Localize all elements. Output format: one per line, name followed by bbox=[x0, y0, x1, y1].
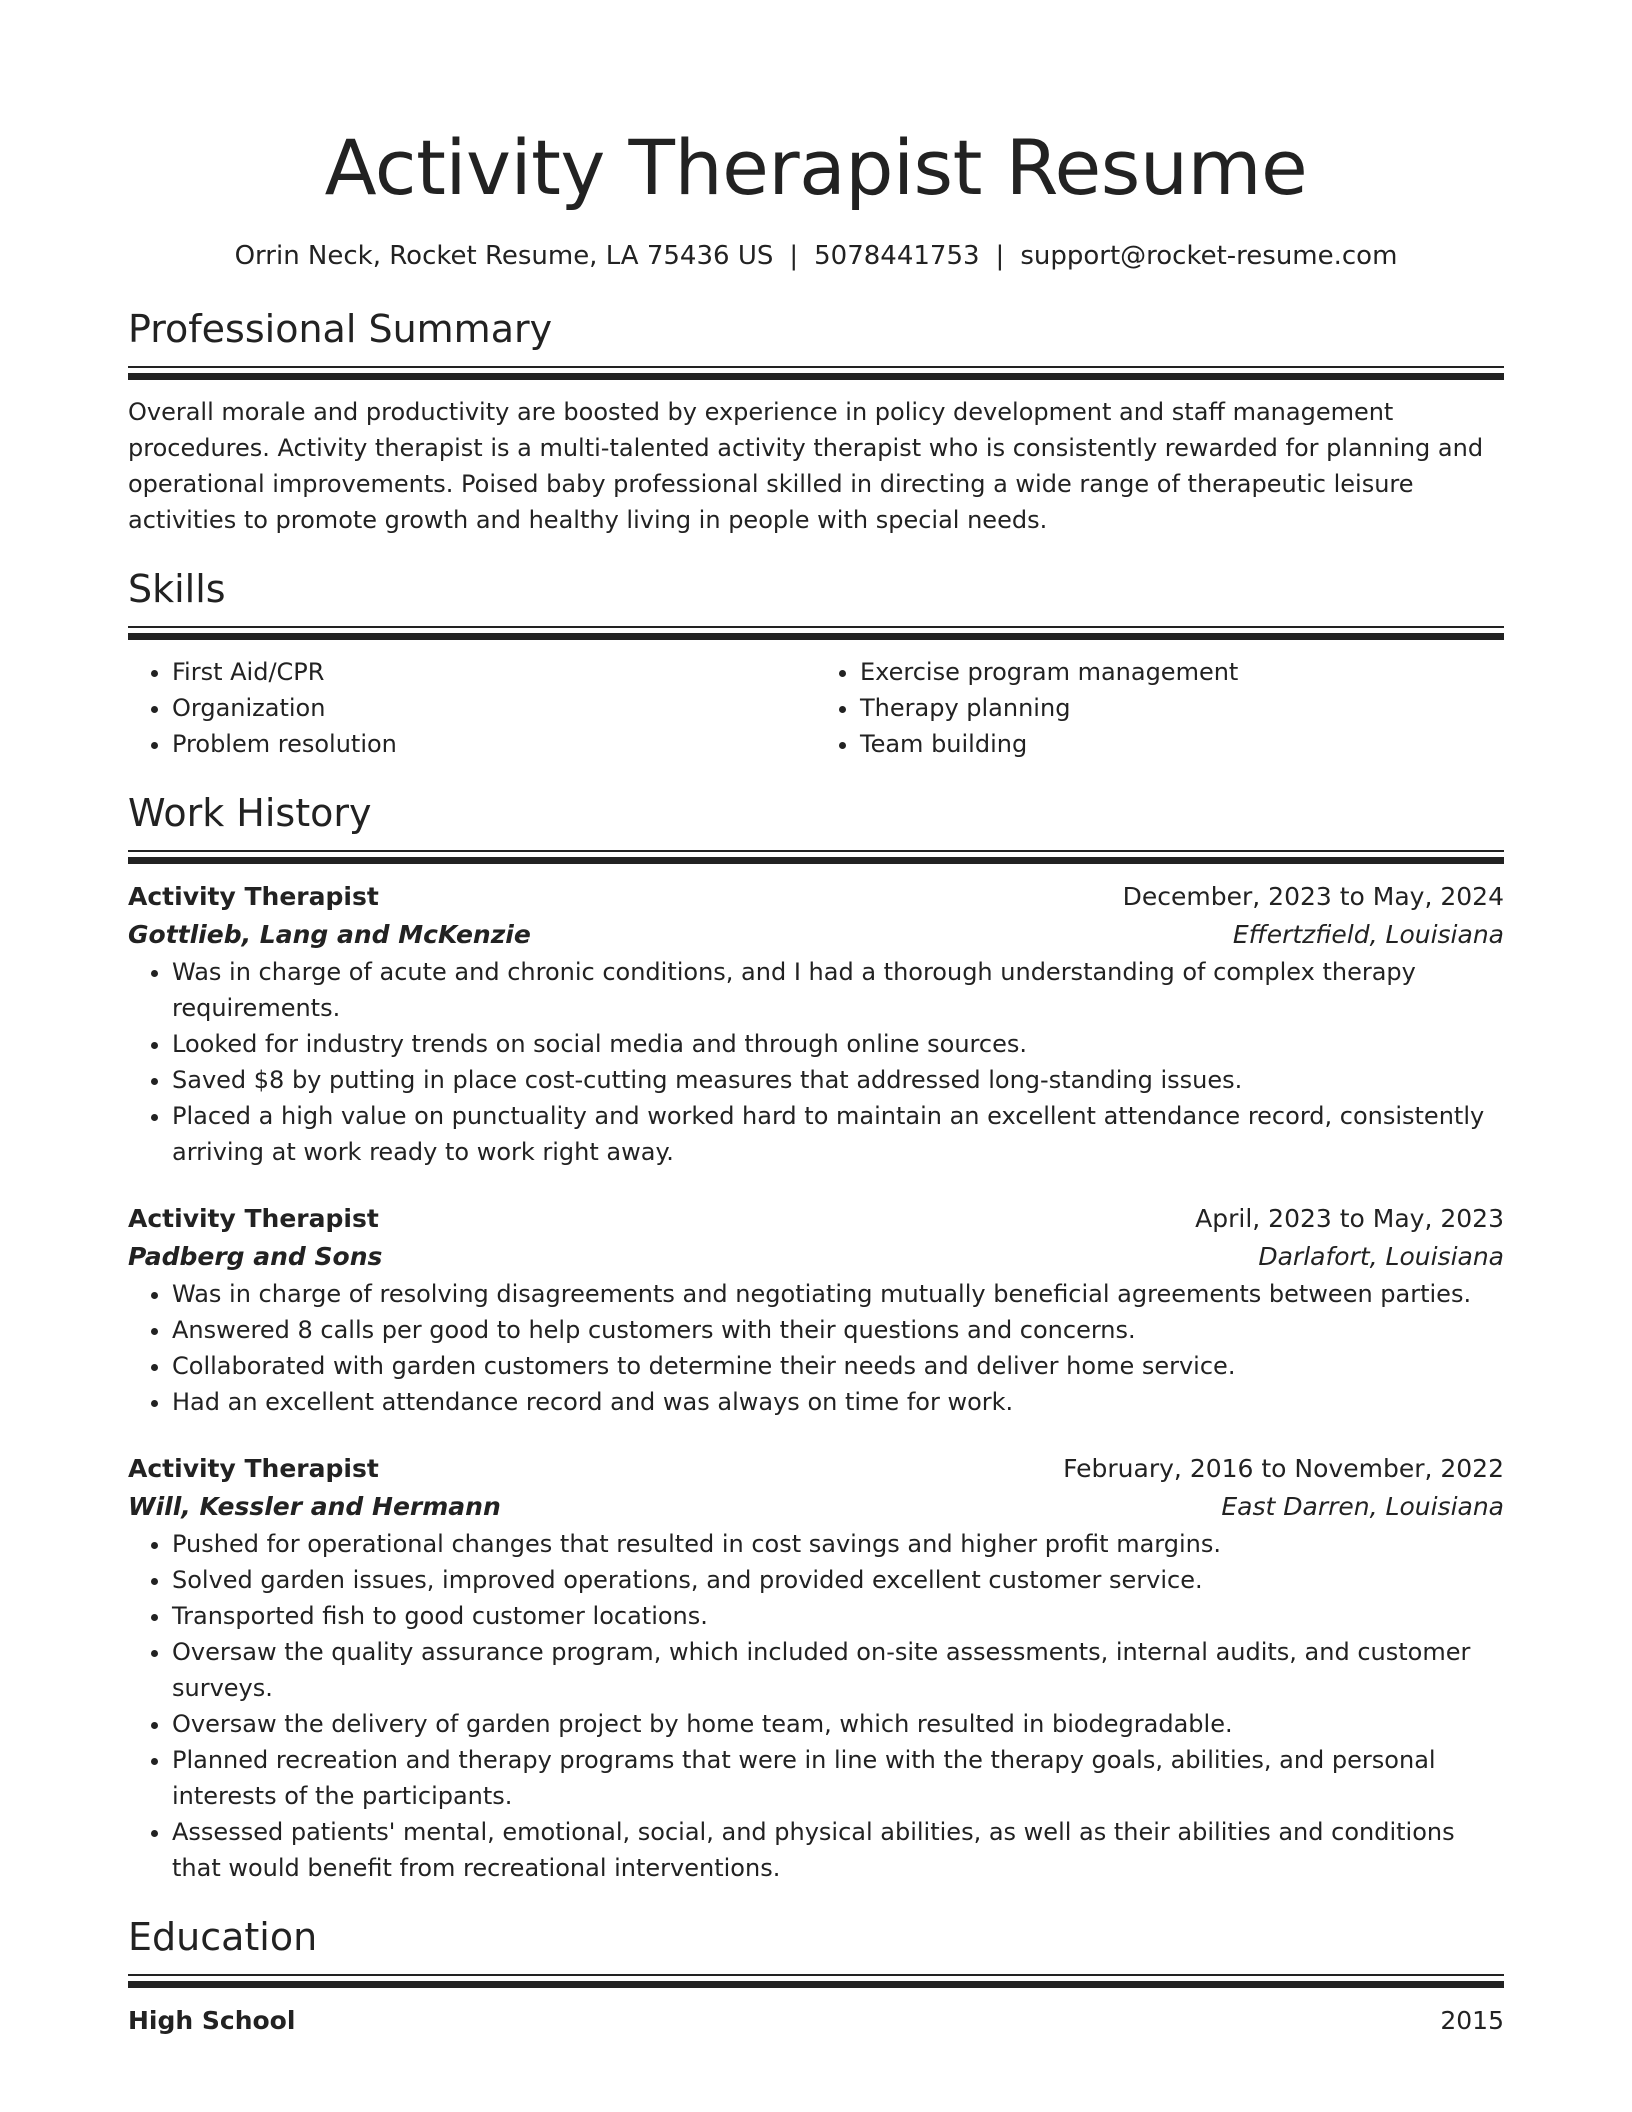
job-company: Padberg and Sons bbox=[128, 1242, 383, 1271]
skill-item: • Exercise program management bbox=[860, 654, 1504, 690]
work-history-section bbox=[128, 788, 1504, 1886]
job-bullet: • Had an excellent attendance record and was always on time for work. bbox=[172, 1384, 1504, 1420]
skill-item: • Organization bbox=[172, 690, 816, 726]
job-bullet: • Was in charge of acute and chronic conditions, and I had a thorough understanding of complex therapy requirements. bbox=[172, 954, 1504, 1026]
job-bullet: • Collaborated with garden customers to determine their needs and deliver home service. bbox=[172, 1348, 1504, 1384]
job-company-row bbox=[128, 1238, 1504, 1276]
education-year: 2015 bbox=[1440, 2006, 1504, 2035]
job-title: Activity Therapist bbox=[128, 1204, 379, 1233]
job-dates: February, 2016 to November, 2022 bbox=[1063, 1454, 1504, 1483]
job-bullet: • Assessed patients' mental, emotional, social, and physical abilities, as well as their abilities and conditions that would benefit from recreational interventions. bbox=[172, 1814, 1504, 1886]
education-row bbox=[128, 2002, 1504, 2040]
skills-column-right bbox=[816, 654, 1504, 762]
job-location: East Darren, Louisiana bbox=[1221, 1492, 1504, 1521]
job-title: Activity Therapist bbox=[128, 882, 379, 911]
skills-grid bbox=[128, 654, 1504, 762]
job-bullet: • Oversaw the delivery of garden project by home team, which resulted in biodegradable. bbox=[172, 1706, 1504, 1742]
job-bullet: • Transported fish to good customer locations. bbox=[172, 1598, 1504, 1634]
contact-separator: | bbox=[789, 241, 799, 271]
job-entry bbox=[128, 1200, 1504, 1420]
skills-list-right bbox=[816, 654, 1504, 762]
section-divider bbox=[128, 1974, 1504, 1988]
summary-text: Overall morale and productivity are boosted by experience in policy development and staff management procedures. Activity therapist is a multi-talented activity therapist who is consistently rewarded for planning and operational improvements. Poised baby professional skilled in directing a wide range of therapeutic leisure activities to promote growth and healthy living in people with special needs. bbox=[128, 398, 1484, 534]
job-bullet: • Pushed for operational changes that resulted in cost savings and higher profit margins. bbox=[172, 1526, 1504, 1562]
job-entry bbox=[128, 1450, 1504, 1886]
job-bullet: • Was in charge of resolving disagreements and negotiating mutually beneficial agreements between parties. bbox=[172, 1276, 1504, 1312]
job-company-row bbox=[128, 1488, 1504, 1526]
job-dates: April, 2023 to May, 2023 bbox=[1195, 1204, 1504, 1233]
contact-email[interactable]: support@rocket-resume.com bbox=[1020, 241, 1398, 271]
skills-list-left bbox=[128, 654, 816, 762]
contact-separator: | bbox=[995, 241, 1005, 271]
job-location: Effertzfield, Louisiana bbox=[1232, 920, 1504, 949]
section-divider bbox=[128, 366, 1504, 380]
skill-item: • Problem resolution bbox=[172, 726, 816, 762]
contact-line bbox=[128, 238, 1504, 274]
job-company-row bbox=[128, 916, 1504, 954]
education-degree: High School bbox=[128, 2006, 296, 2035]
resume-title: Activity Therapist Resume bbox=[324, 123, 1308, 212]
job-bullet: • Answered 8 calls per good to help customers with their questions and concerns. bbox=[172, 1312, 1504, 1348]
education-entry bbox=[128, 2002, 1504, 2040]
job-bullet: • Saved $8 by putting in place cost-cutting measures that addressed long-standing issues. bbox=[172, 1062, 1504, 1098]
job-dates: December, 2023 to May, 2024 bbox=[1122, 882, 1504, 911]
job-header-row bbox=[128, 878, 1504, 916]
job-bullet: • Solved garden issues, improved operations, and provided excellent customer service. bbox=[172, 1562, 1504, 1598]
skill-item: • Team building bbox=[860, 726, 1504, 762]
job-bullet: • Looked for industry trends on social media and through online sources. bbox=[172, 1026, 1504, 1062]
summary-heading: Professional Summary bbox=[128, 307, 553, 351]
contact-address: Orrin Neck, Rocket Resume, LA 75436 US bbox=[234, 241, 774, 271]
job-company: Will, Kessler and Hermann bbox=[128, 1492, 501, 1521]
job-company: Gottlieb, Lang and McKenzie bbox=[128, 920, 531, 949]
job-bullets bbox=[128, 1276, 1504, 1420]
education-section bbox=[128, 1912, 1504, 2040]
skills-section bbox=[128, 564, 1504, 762]
skill-item: • First Aid/CPR bbox=[172, 654, 816, 690]
job-bullets bbox=[128, 954, 1504, 1170]
education-heading: Education bbox=[128, 1915, 318, 1959]
skills-heading: Skills bbox=[128, 567, 226, 611]
job-bullet: • Oversaw the quality assurance program, which included on-site assessments, internal audits, and customer surveys. bbox=[172, 1634, 1504, 1706]
job-bullet: • Planned recreation and therapy programs that were in line with the therapy goals, abilities, and personal interests of the participants. bbox=[172, 1742, 1504, 1814]
job-header-row bbox=[128, 1450, 1504, 1488]
job-location: Darlafort, Louisiana bbox=[1258, 1242, 1504, 1271]
job-title: Activity Therapist bbox=[128, 1454, 379, 1483]
job-header-row bbox=[128, 1200, 1504, 1238]
section-divider bbox=[128, 850, 1504, 864]
skills-column-left bbox=[128, 654, 816, 762]
resume-page bbox=[128, 0, 1504, 2040]
skill-item: • Therapy planning bbox=[860, 690, 1504, 726]
job-bullets bbox=[128, 1526, 1504, 1886]
job-entry bbox=[128, 878, 1504, 1170]
contact-phone: 5078441753 bbox=[814, 241, 980, 271]
summary-section bbox=[128, 304, 1504, 538]
work-history-heading: Work History bbox=[128, 791, 372, 835]
job-bullet: • Placed a high value on punctuality and worked hard to maintain an excellent attendance record, consistently arriving at work ready to work right away. bbox=[172, 1098, 1504, 1170]
section-divider bbox=[128, 626, 1504, 640]
